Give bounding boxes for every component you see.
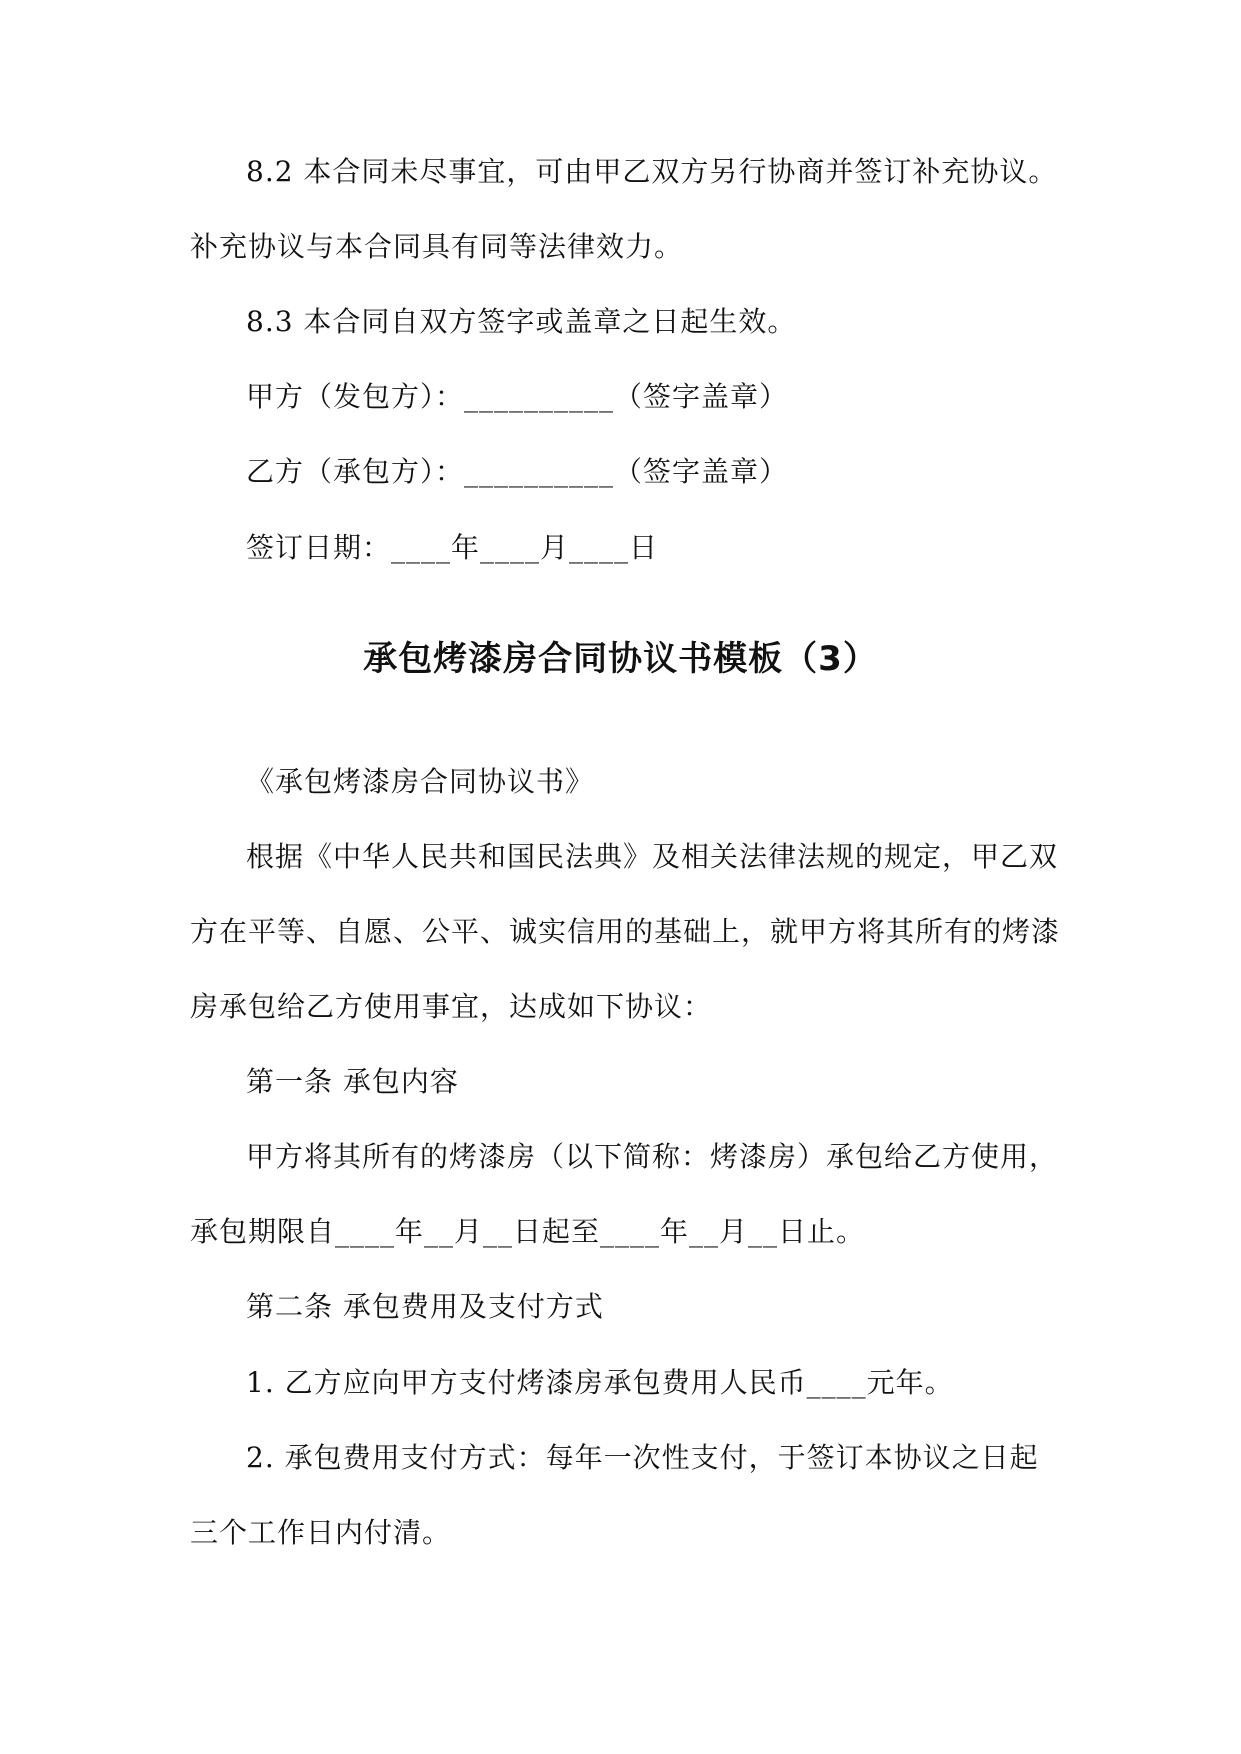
section-title: 承包烤漆房合同协议书模板（3） (363, 639, 878, 679)
clause-8-2-line-2: 补充协议与本合同具有同等法律效力。 (190, 230, 684, 263)
clause-8-2-line-1: 8.2 本合同未尽事宜，可由甲乙双方另行协商并签订补充协议。 (246, 155, 1058, 188)
article-2-title: 第二条 承包费用及支付方式 (246, 1290, 604, 1323)
article-2-item-1: 1. 乙方应向甲方支付烤漆房承包费用人民币____元年。 (246, 1366, 954, 1399)
party-a-signature-line: 甲方（发包方）：__________（签字盖章） (246, 380, 789, 413)
article-2-item-2-line-1: 2. 承包费用支付方式：每年一次性支付，于签订本协议之日起 (246, 1441, 1039, 1474)
article-1-line-1: 甲方将其所有的烤漆房（以下简称：烤漆房）承包给乙方使用， (246, 1140, 1059, 1173)
article-1-line-2: 承包期限自____年__月__日起至____年__月__日止。 (190, 1215, 866, 1248)
party-b-signature-line: 乙方（承包方）：__________（签字盖章） (246, 455, 789, 488)
article-1-title: 第一条 承包内容 (246, 1065, 459, 1098)
article-2-item-2-line-2: 三个工作日内付清。 (190, 1516, 452, 1549)
preamble-line-2: 方在平等、自愿、公平、诚实信用的基础上，就甲方将其所有的烤漆 (190, 915, 1061, 948)
contract-name: 《承包烤漆房合同协议书》 (246, 765, 595, 798)
preamble-line-1: 根据《中华人民共和国民法典》及相关法律法规的规定，甲乙双 (246, 840, 1059, 873)
preamble-line-3: 房承包给乙方使用事宜，达成如下协议： (190, 990, 713, 1023)
clause-8-3: 8.3 本合同自双方签字或盖章之日起生效。 (246, 305, 797, 338)
signing-date-line: 签订日期：____年____月____日 (246, 531, 659, 564)
